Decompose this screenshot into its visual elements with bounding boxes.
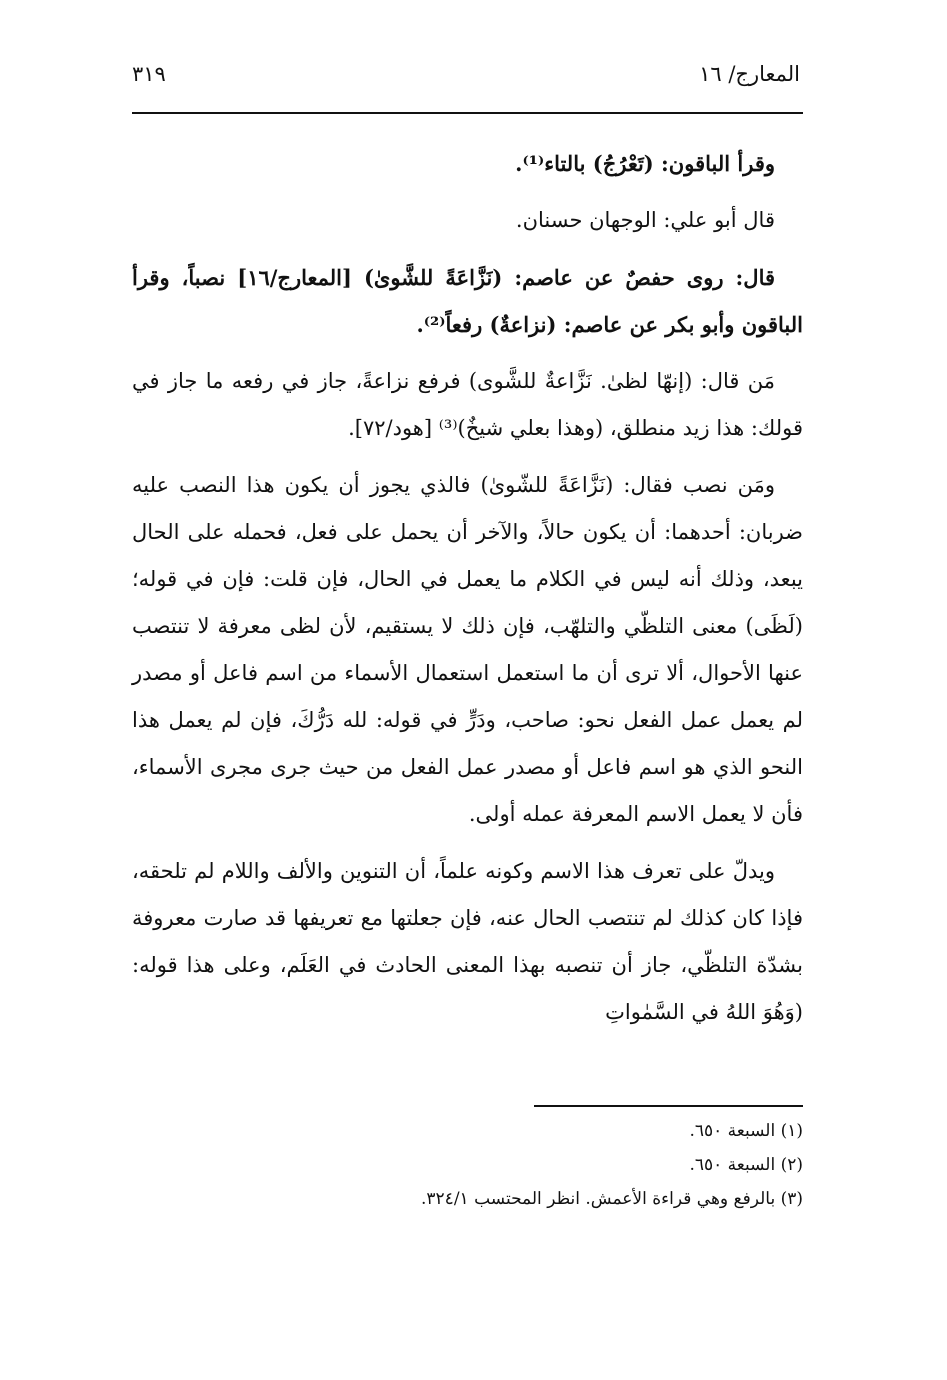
footnote-2: (٢) السبعة ٦٥٠.	[689, 1155, 803, 1175]
footnote-1: (١) السبعة ٦٥٠.	[689, 1121, 803, 1141]
running-title: المعارج/ ١٦	[699, 62, 800, 86]
paragraph-4: مَن قال: (إنهّا لظىٰ. نَزَّاعةٌ للشَّوى) فرفع نزاعةً، جاز في رفعه ما جاز في قولك: هذا زيد منطلق، (وهذا بعلي شيخٌ)⁽³⁾ [هود/٧٢].	[132, 369, 803, 440]
footnote-rule	[534, 1105, 803, 1107]
paragraph-2: قال أبو علي: الوجهان حسنان.	[515, 208, 775, 232]
footnotes	[132, 1114, 803, 1216]
paragraph-1: وقرأ الباقون: (تَعْرُجُ) بالتاء⁽¹⁾.	[515, 151, 775, 176]
main-text	[132, 140, 803, 1046]
paragraph-3: قال: روى حفصٌ عن عاصم: (نَزَّاعَةً للشَّوىٰ) [المعارج/١٦] نصباً، وقرأ الباقون وأبو بكر عن عاصم: (نزاعةٌ) رفعاً⁽²⁾.	[132, 265, 803, 337]
page-header	[132, 52, 800, 102]
header-rule	[132, 112, 803, 114]
paragraph-5: ومَن نصب فقال: (نَزَّاعَةً للشّوىٰ) فالذي يجوز أن يكون هذا النصب عليه ضربان: أحدهما: أن يكون حالاً، والآخر أن يحمل على فعل، فحمله على الحال يبعد، وذلك أنه ليس في الكلام ما يعمل في الحال، فإن قلت: فإن في قوله؛ (لَظَى) معنى التلظّي والتلهّب، فإن ذلك لا يستقيم، لأن لظى معرفة لا تنتصب عنها الأحوال، ألا ترى أن ما استعمل استعمال الأسماء من اسم فاعل أو مصدر لم يعمل عمل الفعل نحو: صاحب، ودَرٍّ في قوله: لله دَرُّكَ، فإن لم يعمل هذا النحو الذي هو اسم فاعل أو مصدر عمل الفعل من حيث جرى مجرى الأسماء، فأن لا يعمل الاسم المعرفة عمله أولى.	[132, 473, 803, 826]
footnote-3: (٣) بالرفع وهي قراءة الأعمش. انظر المحتسب ٣٢٤/١.	[421, 1189, 803, 1209]
paragraph-6: ويدلّ على تعرف هذا الاسم وكونه علماً، أن التنوين والألف واللام لم تلحقه، فإذا كان كذلك لم تنتصب الحال عنه، فإن جعلتها مع تعريفها قد صارت معروفة بشدّة التلظّي، جاز أن تنصبه بهذا المعنى الحادث في العَلَم، وعلى هذا قوله: (وَهُوَ اللهُ في السَّمٰواتِ	[132, 859, 803, 1024]
page-number: ٣١٩	[132, 62, 166, 86]
